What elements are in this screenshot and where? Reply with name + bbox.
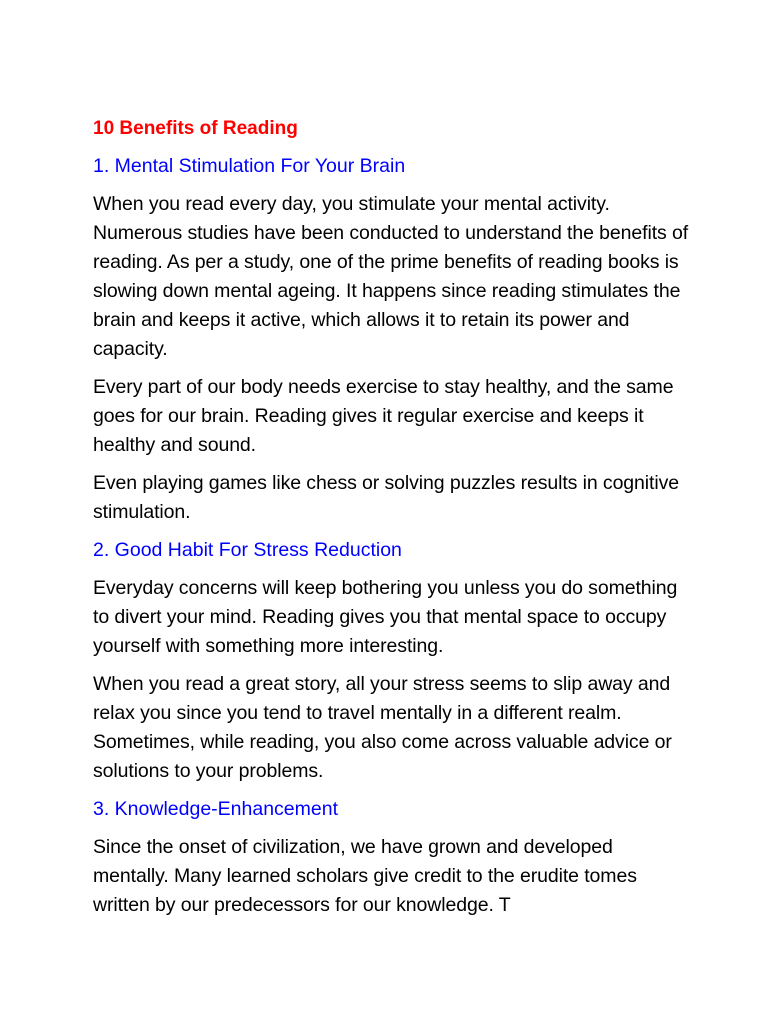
paragraph-3-1: Since the onset of civilization, we have grown and developed mentally. Many learned scholars give credit to the erudite tomes written by our predecessors for our knowledge. T (93, 836, 637, 916)
section-heading-1: 1. Mental Stimulation For Your Brain (93, 155, 406, 177)
section-heading-2: 2. Good Habit For Stress Reduction (93, 539, 402, 561)
paragraph-1-3: Even playing games like chess or solving puzzles results in cognitive stimulation. (93, 472, 679, 523)
document-title: 10 Benefits of Reading (93, 118, 298, 139)
document-content (93, 115, 693, 929)
section-heading-3: 3. Knowledge-Enhancement (93, 798, 338, 820)
paragraph-2-2: When you read a great story, all your stress seems to slip away and relax you since you tend to travel mentally in a different realm. Sometimes, while reading, you also come across valuable advice or solutions to your problems. (93, 673, 672, 782)
paragraph-1-1: When you read every day, you stimulate your mental activity. Numerous studies have been conducted to understand the benefits of reading. As per a study, one of the prime benefits of reading books is slowing down mental ageing. It happens since reading stimulates the brain and keeps it active, which allows it to retain its power and capacity. (93, 193, 689, 360)
paragraph-1-2: Every part of our body needs exercise to stay healthy, and the same goes for our brain. Reading gives it regular exercise and keeps it healthy and sound. (93, 376, 674, 456)
paragraph-2-1: Everyday concerns will keep bothering you unless you do something to divert your mind. Reading gives you that mental space to occupy yourself with something more interesting. (93, 577, 678, 657)
